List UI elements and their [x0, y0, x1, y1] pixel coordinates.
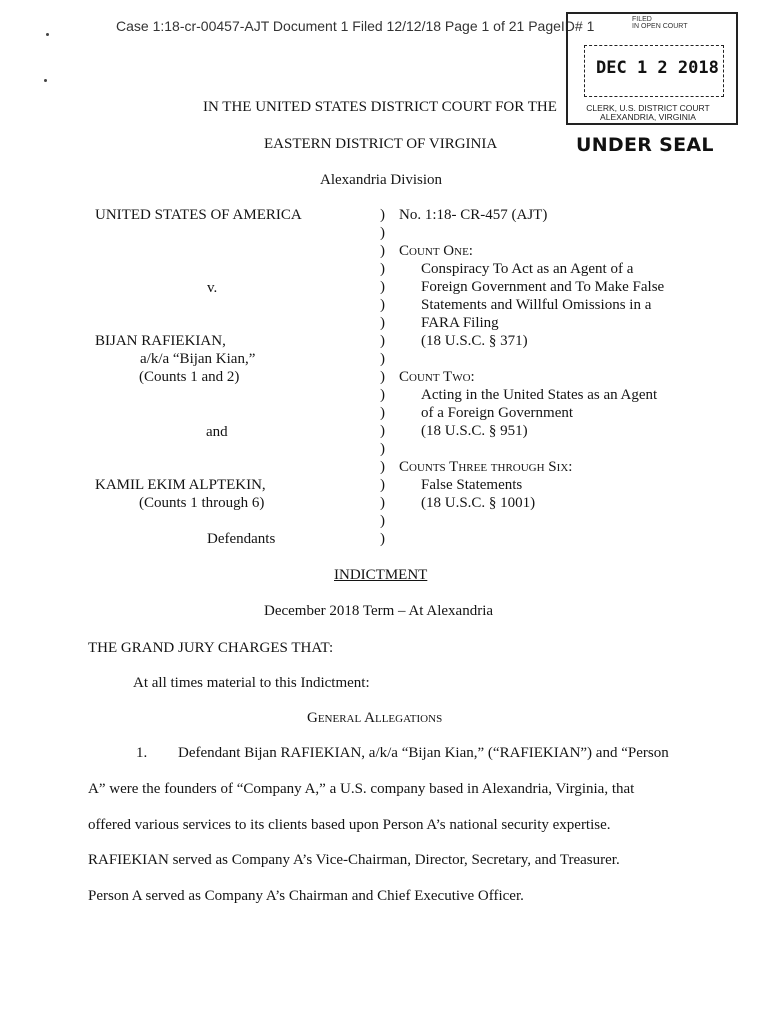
defendant2-name: KAMIL EKIM ALPTEKIN, [95, 477, 266, 493]
caption-paren: ) [380, 279, 385, 295]
caption-paren: ) [380, 405, 385, 421]
count1-line: FARA Filing [421, 315, 499, 331]
stamp-filed-label: FILED IN OPEN COURT [632, 16, 688, 30]
paragraph-line: Person A served as Company A’s Chairman and Chief Executive Officer. [88, 888, 524, 904]
court-division: Alexandria Division [320, 172, 443, 188]
caption-paren: ) [380, 495, 385, 511]
stamp-clerk [578, 104, 718, 122]
count1-line: Foreign Government and To Make False [421, 279, 665, 295]
grand-jury-line: THE GRAND JURY CHARGES THAT: [88, 640, 334, 656]
paragraph-number: 1. [136, 745, 148, 761]
defendant1-aka: a/k/a “Bijan Kian,” [140, 351, 256, 367]
court-title-line1: IN THE UNITED STATES DISTRICT COURT FOR THE [203, 99, 557, 115]
caption-paren: ) [380, 261, 385, 277]
defendant2-counts: (Counts 1 through 6) [139, 495, 265, 511]
caption-paren: ) [380, 243, 385, 259]
stamp-clerk-line1: CLERK, U.S. DISTRICT COURT [586, 103, 710, 113]
caption-paren: ) [380, 297, 385, 313]
scan-speck [46, 33, 49, 36]
caption-paren: ) [380, 369, 385, 385]
caption-paren: ) [380, 333, 385, 349]
caption-paren: ) [380, 225, 385, 241]
caption-paren: ) [380, 315, 385, 331]
plaintiff-name: UNITED STATES OF AMERICA [95, 207, 302, 223]
case-header: Case 1:18-cr-00457-AJT Document 1 Filed 12/12/18 Page 1 of 21 PageID# 1 [116, 18, 595, 34]
defendant1-name: BIJAN RAFIEKIAN, [95, 333, 226, 349]
defendants-label: Defendants [207, 531, 276, 547]
stamp-date: DEC 1 2 2018 [596, 58, 719, 78]
material-line: At all times material to this Indictment: [133, 675, 370, 691]
caption-paren: ) [380, 441, 385, 457]
under-seal-stamp: UNDER SEAL [576, 134, 714, 156]
term-line: December 2018 Term – At Alexandria [264, 603, 494, 619]
caption-paren: ) [380, 477, 385, 493]
paragraph-line: A” were the founders of “Company A,” a U.S. company based in Alexandria, Virginia, that [88, 781, 635, 797]
count2-heading: Count Two: [399, 369, 475, 385]
defendant1-counts: (Counts 1 and 2) [139, 369, 240, 385]
count3-line: (18 U.S.C. § 1001) [421, 495, 536, 511]
caption-paren: ) [380, 531, 385, 547]
count2-line: Acting in the United States as an Agent [421, 387, 658, 403]
scan-speck [44, 79, 47, 82]
caption-paren: ) [380, 513, 385, 529]
versus: v. [207, 280, 218, 296]
case-number: No. 1:18- CR-457 (AJT) [399, 207, 548, 223]
caption-paren: ) [380, 459, 385, 475]
paragraph-line: RAFIEKIAN served as Company A’s Vice-Chairman, Director, Secretary, and Treasurer. [88, 852, 620, 868]
stamp-clerk-line2: ALEXANDRIA, VIRGINIA [600, 112, 696, 122]
court-title-line2: EASTERN DISTRICT OF VIRGINIA [264, 136, 498, 152]
count2-line: (18 U.S.C. § 951) [421, 423, 528, 439]
count1-heading: Count One: [399, 243, 473, 259]
count3-line: False Statements [421, 477, 523, 493]
caption-paren: ) [380, 387, 385, 403]
count1-line: Conspiracy To Act as an Agent of a [421, 261, 634, 277]
count1-line: (18 U.S.C. § 371) [421, 333, 528, 349]
paragraph-line: Defendant Bijan RAFIEKIAN, a/k/a “Bijan Kian,” (“RAFIEKIAN”) and “Person [178, 745, 669, 761]
caption-paren: ) [380, 207, 385, 223]
and-label: and [206, 424, 228, 440]
paragraph-line: offered various services to its clients based upon Person A’s national security expertise. [88, 817, 611, 833]
count3-heading: Counts Three through Six: [399, 459, 573, 475]
count1-line: Statements and Willful Omissions in a [421, 297, 652, 313]
caption-paren: ) [380, 351, 385, 367]
count2-line: of a Foreign Government [421, 405, 574, 421]
filed-stamp [566, 12, 738, 125]
caption-paren: ) [380, 423, 385, 439]
indictment-title: INDICTMENT [334, 567, 428, 583]
section-heading: General Allegations [307, 710, 443, 726]
